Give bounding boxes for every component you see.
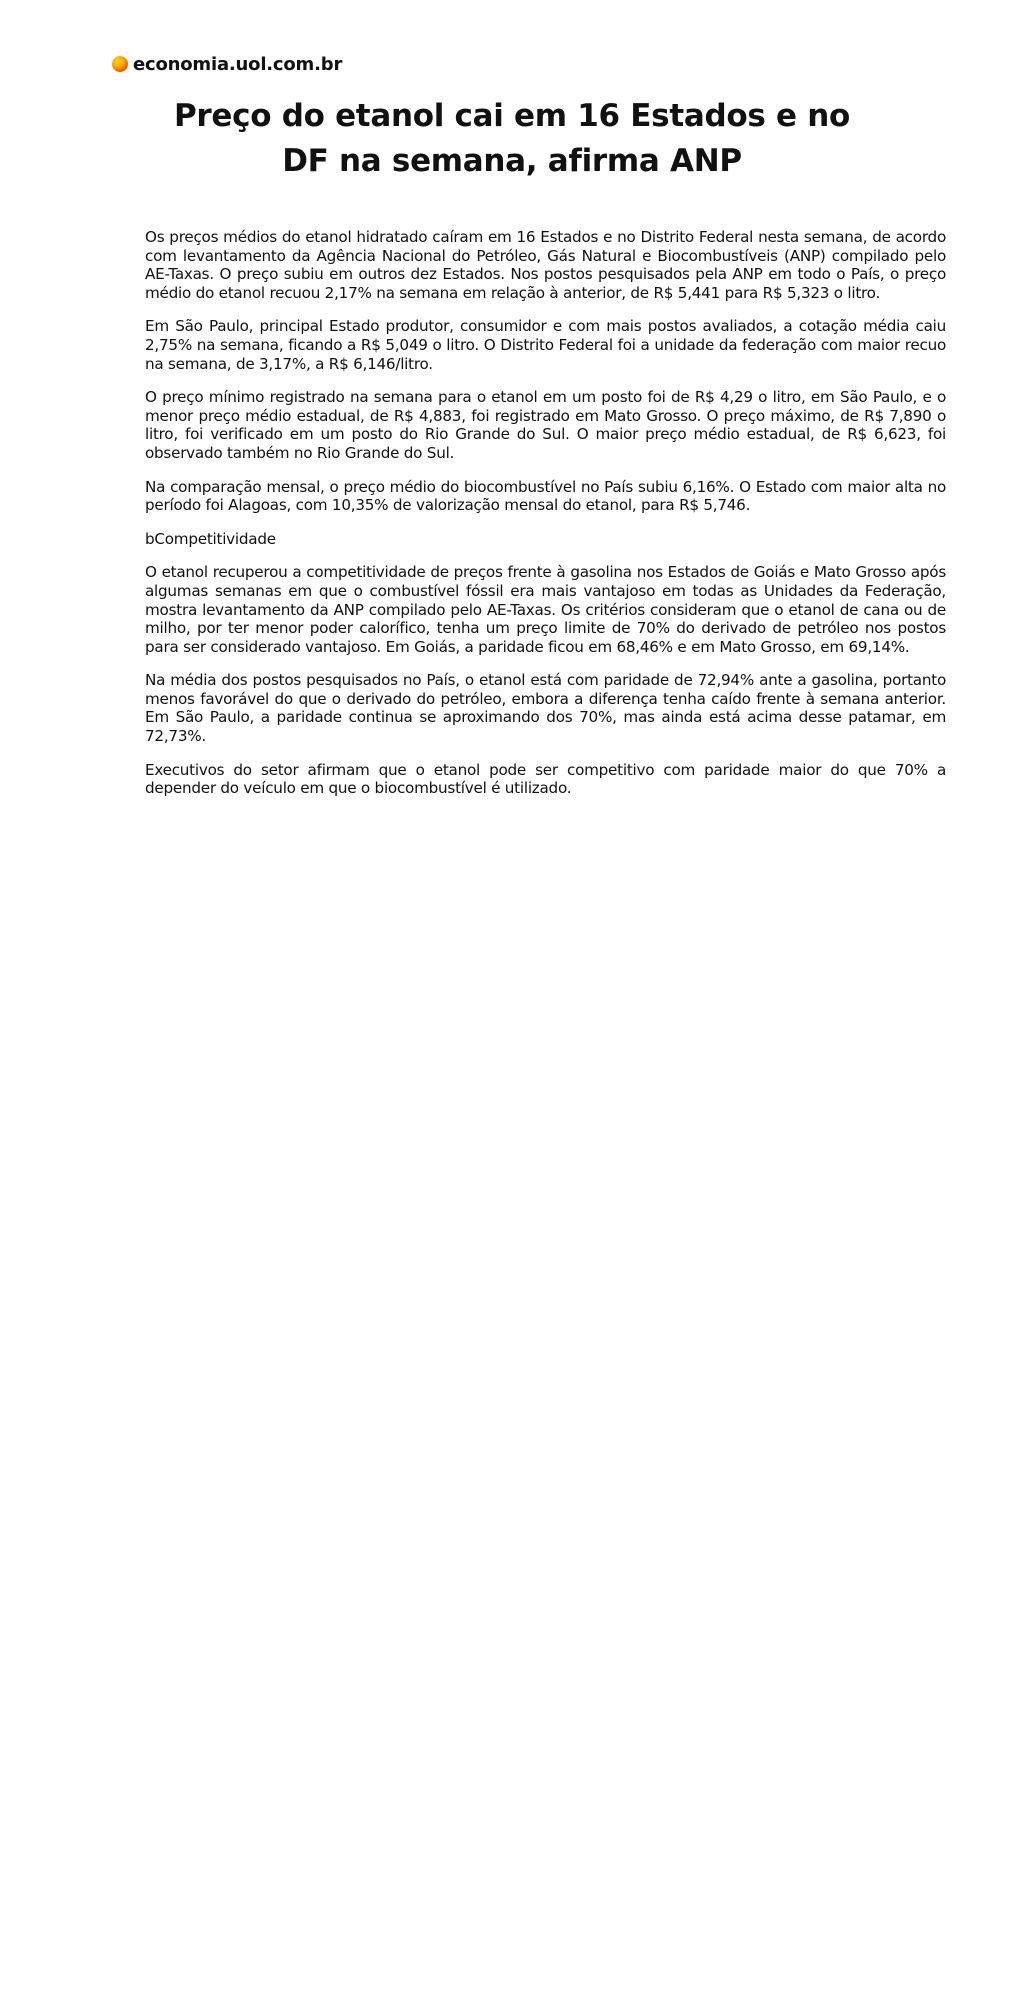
article-paragraph: Em São Paulo, principal Estado produtor, consumidor e com mais postos avaliados, a cotação média caiu 2,75% na semana, ficando a R$ 5,049 o litro. O Distrito Federal foi a unidade da federação com maior recuo na semana, de 3,17%, a R$ 6,146/litro. xyxy=(145,317,946,373)
site-header xyxy=(112,52,342,76)
site-name[interactable]: economia.uol.com.br xyxy=(133,53,343,75)
article-paragraph: O etanol recuperou a competitividade de preços frente à gasolina nos Estados de Goiás e Mato Grosso após algumas semanas em que o combustível fóssil era mais vantajoso em todas as Unidades da Federação, mostra levantamento da ANP compilado pelo AE-Taxas. Os critérios consideram que o etanol de cana ou de milho, por ter menor poder calorífico, tenha um preço limite de 70% do derivado de petróleo nos postos para ser considerado vantajoso. Em Goiás, a paridade ficou em 68,46% e em Mato Grosso, em 69,14%. xyxy=(145,563,946,656)
article-paragraph: Os preços médios do etanol hidratado caíram em 16 Estados e no Distrito Federal nesta semana, de acordo com levantamento da Agência Nacional do Petróleo, Gás Natural e Biocombustíveis (ANP) compilado pelo AE-Taxas. O preço subiu em outros dez Estados. Nos postos pesquisados pela ANP em todo o País, o preço médio do etanol recuou 2,17% na semana em relação à anterior, de R$ 5,441 para R$ 5,323 o litro. xyxy=(145,228,946,302)
article-paragraph: Na média dos postos pesquisados no País, o etanol está com paridade de 72,94% ante a gasolina, portanto menos favorável do que o derivado do petróleo, embora a diferença tenha caído frente à semana anterior. Em São Paulo, a paridade continua se aproximando dos 70%, mas ainda está acima desse patamar, em 72,73%. xyxy=(145,671,946,746)
article-paragraph: O preço mínimo registrado na semana para o etanol em um posto foi de R$ 4,29 o litro, em São Paulo, e o menor preço médio estadual, de R$ 4,883, foi registrado em Mato Grosso. O preço máximo, de R$ 7,890 o litro, foi verificado em um posto do Rio Grande do Sul. O maior preço médio estadual, de R$ 6,623, foi observado também no Rio Grande do Sul. xyxy=(145,388,946,462)
article-title: Preço do etanol cai em 16 Estados e no DF na semana, afirma ANP xyxy=(174,98,850,179)
article-paragraph: Na comparação mensal, o preço médio do biocombustível no País subiu 6,16%. O Estado com maior alta no período foi Alagoas, com 10,35% de valorização mensal do etanol, para R$ 5,746. xyxy=(145,477,946,515)
article-paragraph: Executivos do setor afirmam que o etanol pode ser competitivo com paridade maior do que 70% a depender do veículo em que o biocombustível é utilizado. xyxy=(145,760,946,798)
article-body xyxy=(145,228,946,813)
uol-logo-dot-icon[interactable] xyxy=(112,56,128,72)
article-subheading: bCompetitividade xyxy=(145,529,276,548)
